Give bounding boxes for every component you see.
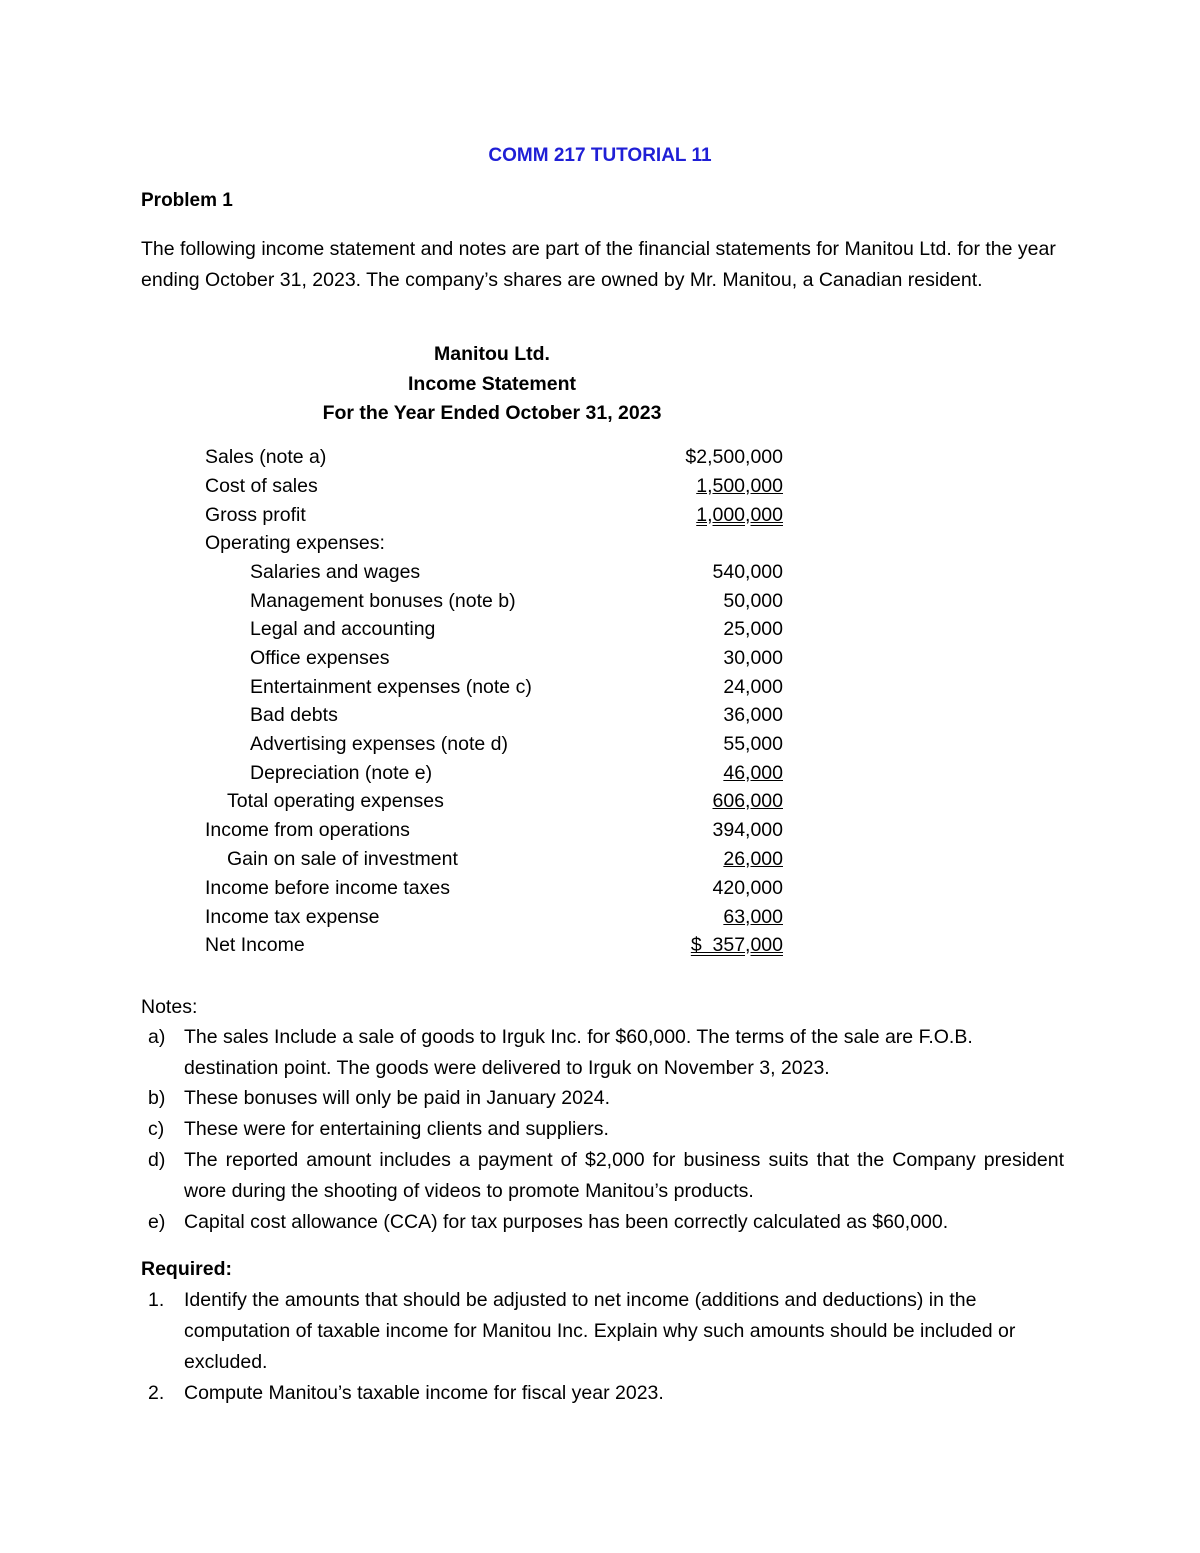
- row-amount: 540,000: [712, 561, 783, 583]
- note-text: These were for entertaining clients and suppliers.: [184, 1118, 609, 1140]
- note-text: The reported amount includes a payment of $2,000 for business suits that the Company president wore during the shooting of videos to promote Manitou’s products.: [184, 1149, 1064, 1202]
- statement-name: Income Statement: [408, 373, 576, 395]
- row-label: Cost of sales: [205, 475, 318, 497]
- row-amount: 394,000: [712, 819, 783, 841]
- row-label: Salaries and wages: [250, 561, 421, 583]
- note-text: Capital cost allowance (CCA) for tax purposes has been correctly calculated as $60,000.: [184, 1211, 949, 1233]
- row-amount: 63,000: [723, 906, 783, 928]
- required-text: Compute Manitou’s taxable income for fiscal year 2023.: [184, 1382, 664, 1404]
- row-label: Income from operations: [205, 819, 410, 841]
- row-label: Gross profit: [205, 504, 306, 526]
- row-amount: 25,000: [723, 618, 783, 640]
- row-amount: 420,000: [712, 877, 783, 899]
- note-letter: d): [148, 1149, 166, 1171]
- row-amount: 46,000: [723, 762, 783, 784]
- row-amount: 1,000,000: [696, 504, 783, 526]
- note-letter: c): [148, 1118, 165, 1140]
- row-amount: 1,500,000: [696, 475, 783, 497]
- problem-heading: Problem 1: [141, 190, 233, 211]
- notes-heading: Notes:: [141, 996, 198, 1018]
- row-amount: $2,500,000: [685, 446, 783, 468]
- note-text: The sales Include a sale of goods to Irguk Inc. for $60,000. The terms of the sale are F.O.B. destination point. The goods were delivered to Irguk on November 3, 2023.: [184, 1026, 973, 1079]
- required-heading: Required:: [141, 1258, 233, 1280]
- row-amount: 55,000: [723, 733, 783, 755]
- row-amount: 606,000: [712, 790, 783, 812]
- row-label: Gain on sale of investment: [227, 848, 458, 870]
- required-number: 1.: [148, 1289, 165, 1311]
- row-label: Income tax expense: [205, 906, 380, 928]
- statement-company: Manitou Ltd.: [434, 343, 550, 365]
- row-label: Entertainment expenses (note c): [250, 676, 532, 698]
- section-label: Operating expenses:: [205, 532, 385, 554]
- row-amount: 26,000: [723, 848, 783, 870]
- row-label: Office expenses: [250, 647, 390, 669]
- note-letter: e): [148, 1211, 166, 1233]
- row-label: Income before income taxes: [205, 877, 450, 899]
- row-label: Depreciation (note e): [250, 762, 433, 784]
- required-text: Identify the amounts that should be adjusted to net income (additions and deductions) in the computation of taxable income for Manitou Inc. Explain why such amounts should be included or excluded.: [184, 1289, 1016, 1373]
- row-amount: 24,000: [723, 676, 783, 698]
- row-label: Net Income: [205, 934, 305, 956]
- note-text: These bonuses will only be paid in January 2024.: [184, 1087, 611, 1109]
- net-income-amount: $ 357,000: [690, 934, 783, 956]
- row-amount: 30,000: [723, 647, 783, 669]
- row-label: Management bonuses (note b): [250, 590, 516, 612]
- statement-period: For the Year Ended October 31, 2023: [322, 402, 662, 424]
- row-amount: 50,000: [723, 590, 783, 612]
- note-letter: b): [148, 1087, 166, 1109]
- row-label: Total operating expenses: [227, 790, 444, 812]
- document-title: COMM 217 TUTORIAL 11: [488, 145, 712, 166]
- note-letter: a): [148, 1026, 166, 1048]
- required-number: 2.: [148, 1382, 165, 1404]
- row-label: Bad debts: [250, 704, 338, 726]
- row-label: Legal and accounting: [250, 618, 436, 640]
- row-label: Advertising expenses (note d): [250, 733, 508, 755]
- row-amount: 36,000: [723, 704, 783, 726]
- row-label: Sales (note a): [205, 446, 327, 468]
- intro-paragraph: The following income statement and notes are part of the financial statements for Manitou Ltd. for the year ending October 31, 2023. The company’s shares are owned by Mr. Manitou, a Canadian resident.: [141, 238, 1056, 291]
